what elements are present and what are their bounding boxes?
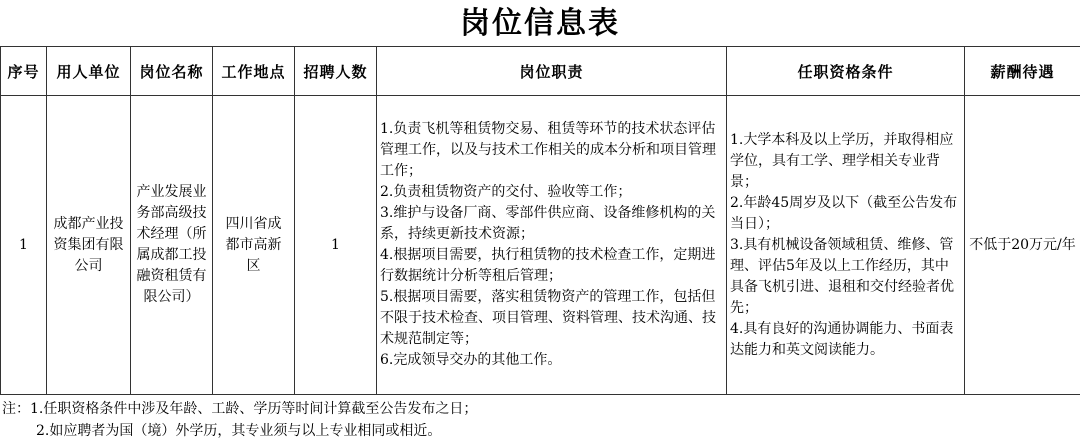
requirement-item: 4.具有良好的沟通协调能力、书面表达能力和英文阅读能力。	[730, 320, 954, 358]
header-duties: 岗位职责	[377, 47, 727, 96]
duty-item: 1.负责飞机等租赁物交易、租赁等环节的技术状态评估管理工作，以及与技术工作相关的成本分析和项目管理工作；	[380, 121, 716, 179]
cell-position: 产业发展业务部高级技术经理（所属成都工投融资租赁有限公司）	[131, 96, 213, 395]
cell-salary: 不低于20万元/年	[965, 96, 1080, 395]
cell-requirements	[727, 96, 965, 395]
page-title: 岗位信息表	[460, 6, 620, 41]
cell-headcount: 1	[295, 96, 377, 395]
header-position: 岗位名称	[131, 47, 213, 96]
cell-index: 1	[1, 96, 47, 395]
cell-location: 四川省成都市高新区	[213, 96, 295, 395]
header-employer: 用人单位	[47, 47, 131, 96]
header-requirements: 任职资格条件	[727, 47, 965, 96]
position-table	[0, 46, 1080, 395]
requirement-item: 1.大学本科及以上学历，并取得相应学位，具有工学、理学相关专业背景；	[730, 131, 954, 190]
header-salary: 薪酬待遇	[965, 47, 1080, 96]
duty-item: 3.维护与设备厂商、零部件供应商、设备维修机构的关系，持续更新技术资源；	[380, 205, 716, 242]
duty-item: 2.负责租赁物资产的交付、验收等工作；	[380, 184, 632, 200]
note-line: 2.如应聘者为国（境）外学历，其专业须与以上专业相同或相近。	[36, 423, 442, 439]
cell-employer: 成都产业投资集团有限公司	[47, 96, 131, 395]
notes	[2, 398, 1078, 442]
duty-item: 6.完成领导交办的其他工作。	[380, 352, 562, 368]
requirement-item: 2.年龄45周岁及以下（截至公告发布当日）；	[730, 194, 958, 232]
table-header-row	[1, 47, 1080, 96]
table-row	[1, 96, 1080, 395]
requirement-item: 3.具有机械设备领域租赁、维修、管理、评估5年及以上工作经历，其中具备飞机引进、退租和交付经验者优先；	[730, 236, 954, 316]
duty-item: 4.根据项目需要，执行租赁物的技术检查工作，定期进行数据统计分析等租后管理；	[380, 247, 716, 284]
duty-item: 5.根据项目需要，落实租赁物资产的管理工作，包括但不限于技术检查、项目管理、资料管理、技术沟通、技术规范制定等；	[380, 289, 716, 347]
note-line: 注：1.任职资格条件中涉及年龄、工龄、学历等时间计算截至公告发布之日；	[2, 401, 478, 417]
cell-duties	[377, 96, 727, 395]
header-headcount: 招聘人数	[295, 47, 377, 96]
header-location: 工作地点	[213, 47, 295, 96]
header-index: 序号	[1, 47, 47, 96]
